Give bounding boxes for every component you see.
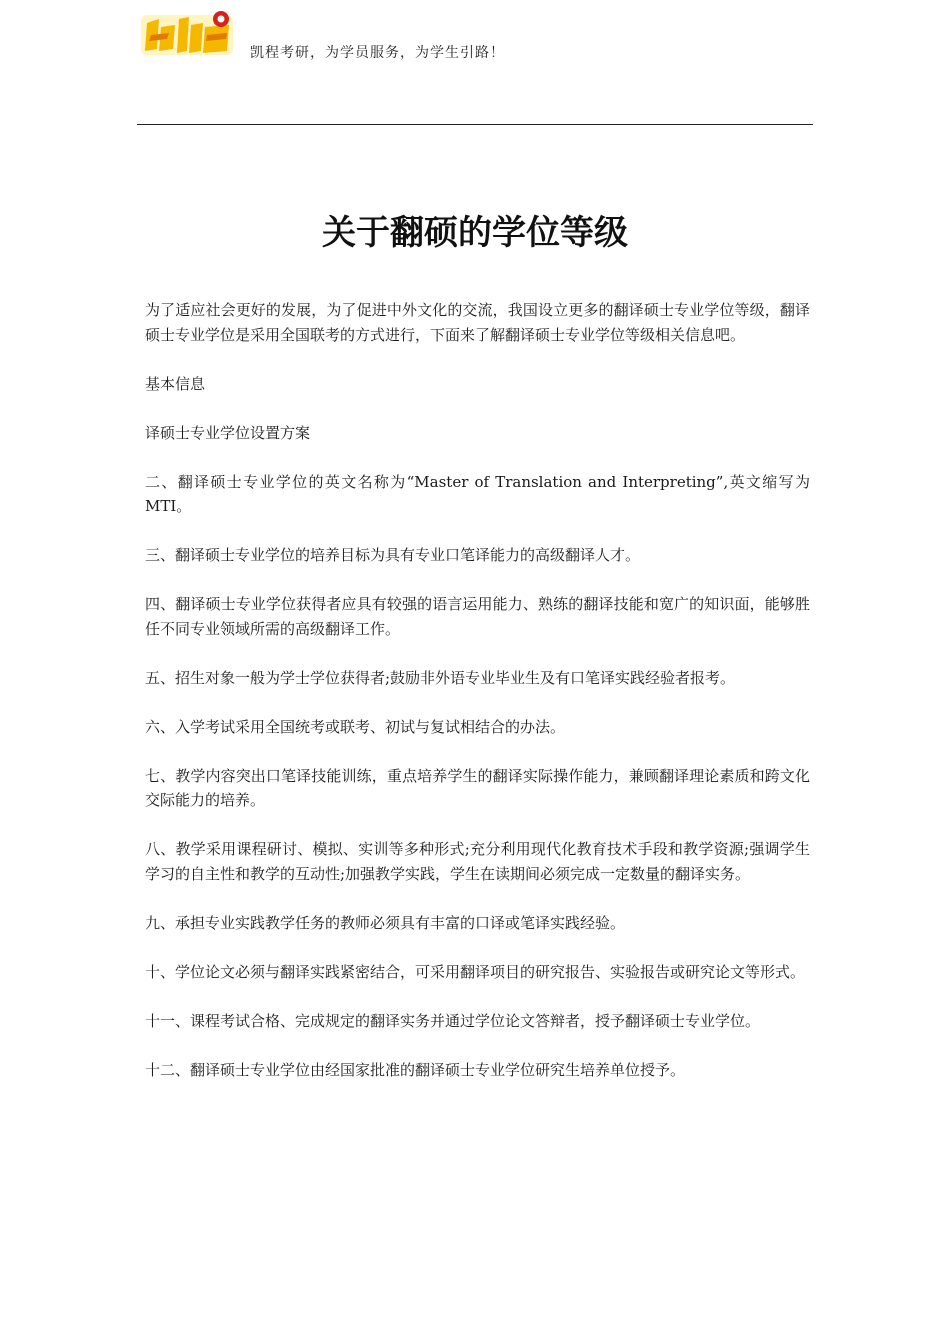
header-slogan: 凯程考研，为学员服务，为学生引路！ — [250, 45, 505, 61]
paragraph: 译硕士专业学位设置方案 — [145, 423, 311, 442]
page-title: 关于翻硕的学位等级 — [322, 213, 628, 253]
paragraph: 十一、课程考试合格、完成规定的翻译实务并通过学位论文答辩者，授予翻译硕士专业学位。 — [145, 1011, 761, 1030]
paragraph: 十二、翻译硕士专业学位由经国家批准的翻译硕士专业学位研究生培养单位授予。 — [145, 1060, 686, 1079]
article-body — [145, 298, 810, 1107]
paragraph: 三、翻译硕士专业学位的培养目标为具有专业口笔译能力的高级翻译人才。 — [145, 546, 641, 564]
paragraph: 二、翻译硕士专业学位的英文名称为“Master of Translation and Interpreting”,英文缩写为MTI。 — [145, 472, 810, 515]
paragraph: 五、招生对象一般为学士学位获得者;鼓励非外语专业毕业生及有口笔译实践经验者报考。 — [145, 668, 736, 687]
paragraph: 八、教学采用课程研讨、模拟、实训等多种形式;充分利用现代化教育技术手段和教学资源;强调学生学习的自主性和教学的互动性;加强教学实践，学生在读期间必须完成一定数量的翻译实务。 — [145, 840, 810, 883]
kaicheng-logo — [141, 5, 233, 61]
paragraph: 四、翻译硕士专业学位获得者应具有较强的语言运用能力、熟练的翻译技能和宽广的知识面，能够胜任不同专业领域所需的高级翻译工作。 — [145, 595, 810, 638]
paragraph: 六、入学考试采用全国统考或联考、初试与复试相结合的办法。 — [145, 717, 566, 736]
paragraph: 为了适应社会更好的发展，为了促进中外文化的交流，我国设立更多的翻译硕士专业学位等级，翻译硕士专业学位是采用全国联考的方式进行，下面来了解翻译硕士专业学位等级相关信息吧。 — [145, 301, 810, 344]
paragraph: 七、教学内容突出口笔译技能训练，重点培养学生的翻译实际操作能力，兼顾翻译理论素质和跨文化交际能力的培养。 — [145, 766, 810, 809]
paragraph: 十、学位论文必须与翻译实践紧密结合，可采用翻译项目的研究报告、实验报告或研究论文等形式。 — [145, 962, 806, 981]
paragraph: 基本信息 — [145, 374, 206, 393]
page-header — [137, 62, 813, 125]
paragraph: 九、承担专业实践教学任务的教师必须具有丰富的口译或笔译实践经验。 — [145, 913, 626, 932]
